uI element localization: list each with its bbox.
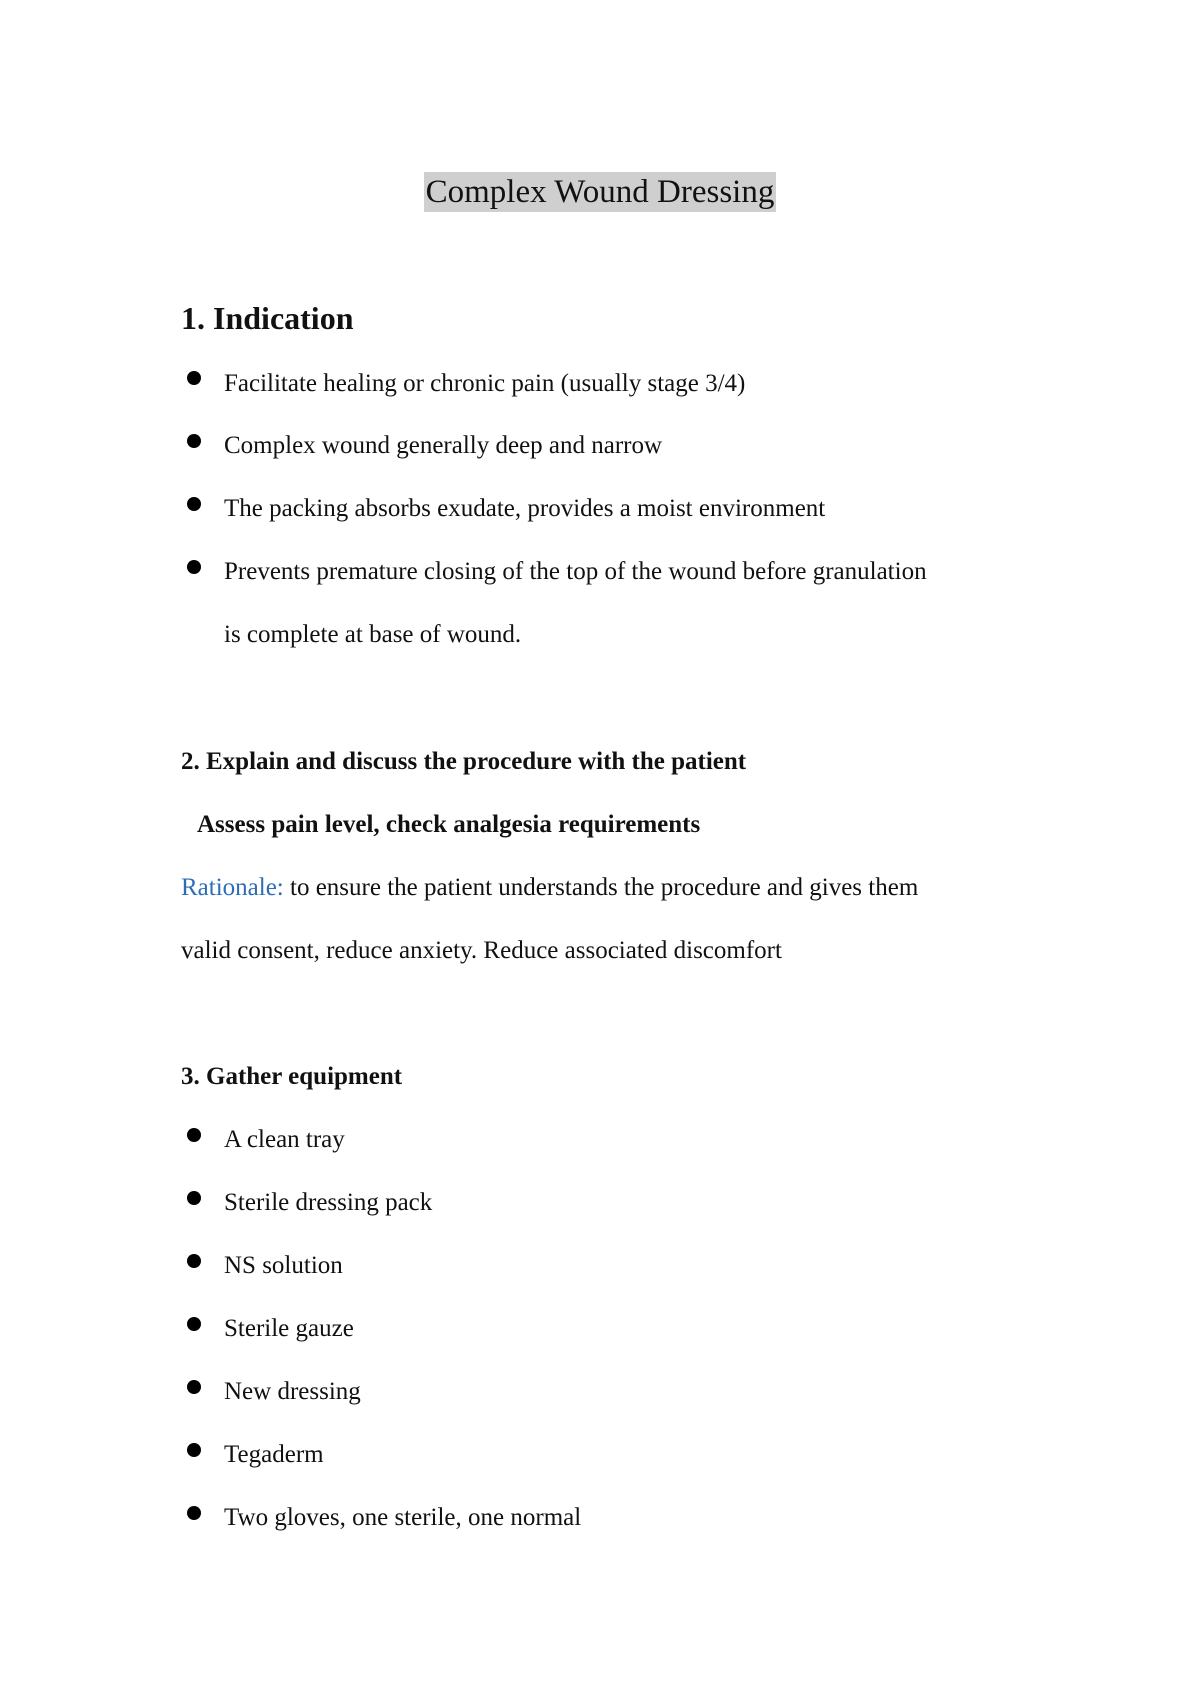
section-2-heading: 2. Explain and discuss the procedure with the patient bbox=[181, 748, 747, 775]
equipment-item-7: Two gloves, one sterile, one normal bbox=[224, 1504, 582, 1531]
section-1-heading: 1. Indication bbox=[181, 300, 354, 336]
rationale-continuation: valid consent, reduce anxiety. Reduce associated discomfort bbox=[181, 937, 782, 964]
equipment-item-2: Sterile dressing pack bbox=[224, 1189, 433, 1216]
equipment-item-3: NS solution bbox=[224, 1252, 343, 1279]
section-3-heading: 3. Gather equipment bbox=[181, 1063, 403, 1090]
rationale-text: to ensure the patient understands the procedure and gives them bbox=[283, 874, 919, 901]
bullet-icon bbox=[187, 434, 201, 448]
document-title: Complex Wound Dressing bbox=[425, 174, 775, 210]
indication-item-3: The packing absorbs exudate, provides a moist environment bbox=[224, 495, 826, 522]
indication-item-4: Prevents premature closing of the top of the wound before granulation bbox=[224, 558, 927, 585]
equipment-item-4: Sterile gauze bbox=[224, 1315, 354, 1342]
bullet-icon bbox=[187, 1380, 201, 1394]
indication-item-4-continuation: is complete at base of wound. bbox=[224, 621, 522, 648]
bullet-icon bbox=[187, 371, 201, 385]
equipment-item-5: New dressing bbox=[224, 1378, 361, 1405]
bullet-icon bbox=[187, 1254, 201, 1268]
equipment-item-1: A clean tray bbox=[224, 1126, 345, 1153]
bullet-icon bbox=[187, 1317, 201, 1331]
bullet-icon bbox=[187, 497, 201, 511]
indication-item-1: Facilitate healing or chronic pain (usually stage 3/4) bbox=[224, 370, 746, 397]
bullet-icon bbox=[187, 1128, 201, 1142]
bullet-icon bbox=[187, 1506, 201, 1520]
section-2-subheading: Assess pain level, check analgesia requirements bbox=[197, 811, 701, 838]
title-container bbox=[0, 172, 1200, 212]
bullet-icon bbox=[187, 1443, 201, 1457]
equipment-item-6: Tegaderm bbox=[224, 1441, 324, 1468]
bullet-icon bbox=[187, 1191, 201, 1205]
rationale-line bbox=[181, 872, 918, 904]
bullet-icon bbox=[187, 560, 201, 574]
rationale-label: Rationale: bbox=[181, 874, 284, 901]
indication-item-2: Complex wound generally deep and narrow bbox=[224, 432, 663, 459]
